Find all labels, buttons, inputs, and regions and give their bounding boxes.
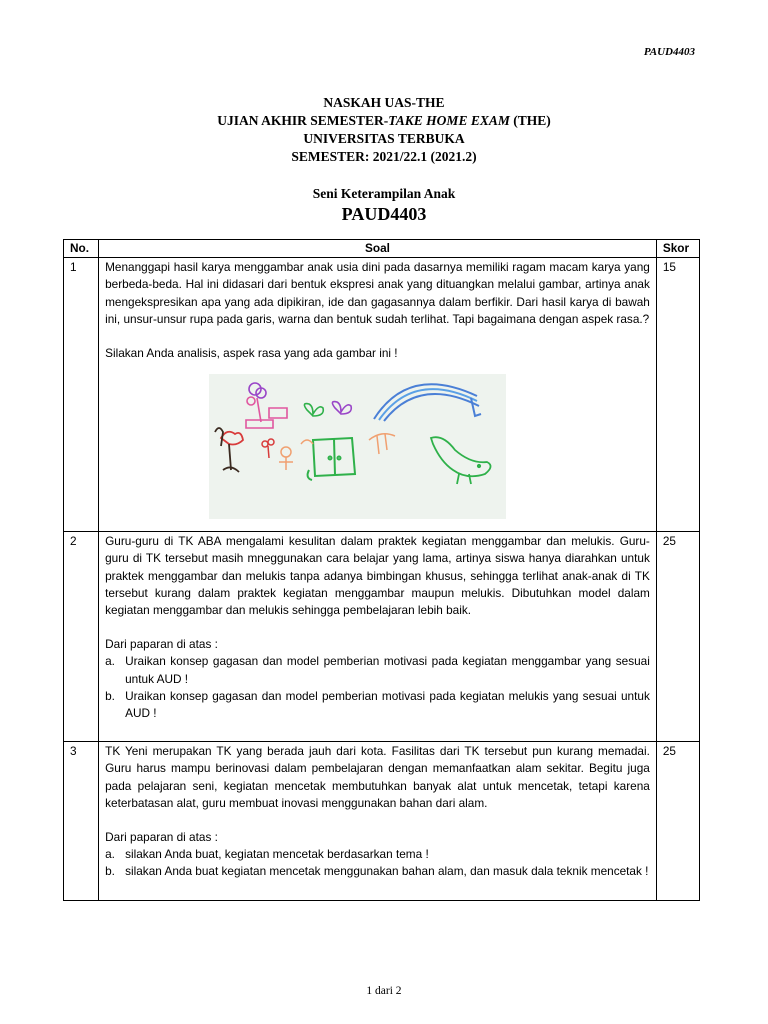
question-paragraph: TK Yeni merupakan TK yang berada jauh dari kota. Fasilitas dari TK tersebut pun kurang memadai. Guru harus mampu berinovasi dalam pembelajaran dengan memanfaatkan alam sekitar. Begitu juga pada pelajaran seni, kegiatan mencetak membutuhkan banyak alat untuk mencetak, tetapi karena keterbatasan alat, guru membuat inovasi menggunakan bahan dari alam. — [105, 744, 650, 810]
drawing-container — [105, 362, 650, 529]
question-number: 1 — [64, 258, 99, 532]
question-paragraph: Guru-guru di TK ABA mengalami kesulitan dalam praktek kegiatan menggambar dan melukis. Guru-guru di TK tersebut masih mneggunakan cara belajar yang lama, artinya siswa hanya diarahkan untuk praktek menggambar dan melukis tanpa adanya bimbingan khusus, sehingga terlihat anak-anak di TK tersebut kurang dalam praktek kegiatan menggambar maupun melukis. Dibutuhkan model dalam kegiatan menggambar dan melukis sehingga pembelajaran lebih baik. — [105, 534, 650, 618]
question-score: 25 — [656, 742, 699, 900]
question-paragraph: Menanggapi hasil karya menggambar anak usia dini pada dasarnya memiliki ragam macam karya yang berbeda-beda. Hal ini didasari dari bentuk ekspresi anak yang dituangkan melalui gambar, artinya anak mengekspresikan apa yang ada dipikiran, ide dan gagasannya dalam berfikir. Dari hasil karya di bawah ini, unsur-unsur rupa pada garis, warna dan bentuk sudah terlihat. Tapi bagaimana dengan aspek rasa.? — [105, 260, 650, 326]
question-intro: Dari paparan di atas : — [105, 637, 218, 652]
question-instruction: Silakan Anda analisis, aspek rasa yang ada gambar ini ! — [105, 346, 398, 361]
exam-subtitle — [0, 112, 768, 130]
list-item-text: Uraikan konsep gagasan dan model pemberian motivasi pada kegiatan melukis yang sesuai untuk AUD ! — [125, 688, 650, 721]
question-score: 15 — [656, 258, 699, 532]
exam-subtitle-italic: TAKE HOME EXAM — [388, 113, 510, 128]
question-text — [99, 532, 657, 742]
university-name: UNIVERSITAS TERBUKA — [303, 131, 465, 146]
child-drawing-image — [209, 374, 506, 519]
page-number: 1 dari 2 — [366, 985, 402, 997]
list-item-text: silakan Anda buat kegiatan mencetak menggunakan bahan alam, dan masuk dala teknik mencetak ! — [125, 864, 649, 879]
question-text — [99, 742, 657, 900]
list-item — [105, 863, 650, 880]
list-item — [105, 846, 650, 863]
list-item-label: b. — [105, 688, 115, 703]
subject-name: Seni Keterampilan Anak — [312, 186, 456, 201]
list-item-text: silakan Anda buat, kegiatan mencetak berdasarkan tema ! — [125, 847, 429, 862]
exam-subtitle-a: UJIAN AKHIR SEMESTER- — [217, 113, 389, 128]
question-number: 3 — [64, 742, 99, 900]
semester-label: SEMESTER: 2021/22.1 (2021.2) — [291, 149, 477, 164]
table-header-row — [64, 240, 700, 258]
list-item-label: b. — [105, 864, 115, 879]
list-item-label: a. — [105, 847, 115, 862]
drawing-paper — [209, 374, 506, 519]
table-row — [64, 742, 700, 900]
exam-subtitle-b: (THE) — [509, 113, 551, 128]
question-text — [99, 258, 657, 532]
exam-header — [0, 94, 768, 166]
question-table — [63, 239, 700, 901]
question-number: 2 — [64, 532, 99, 742]
question-score: 25 — [656, 532, 699, 742]
header-skor: Skor — [656, 240, 699, 258]
subject-code: PAUD4403 — [341, 204, 427, 224]
table-row — [64, 532, 700, 742]
exam-title: NASKAH UAS-THE — [323, 95, 445, 110]
list-item — [105, 688, 650, 722]
course-code-header: PAUD4403 — [643, 46, 695, 58]
list-item-text: Uraikan konsep gagasan dan model pemberian motivasi pada kegiatan menggambar yang sesuai untuk AUD ! — [125, 654, 650, 686]
list-item-label: a. — [105, 654, 115, 669]
subject-block — [0, 185, 768, 225]
header-soal: Soal — [99, 240, 657, 258]
list-item — [105, 653, 650, 687]
table-row — [64, 258, 700, 532]
header-no: No. — [64, 240, 99, 258]
question-intro: Dari paparan di atas : — [105, 830, 218, 845]
